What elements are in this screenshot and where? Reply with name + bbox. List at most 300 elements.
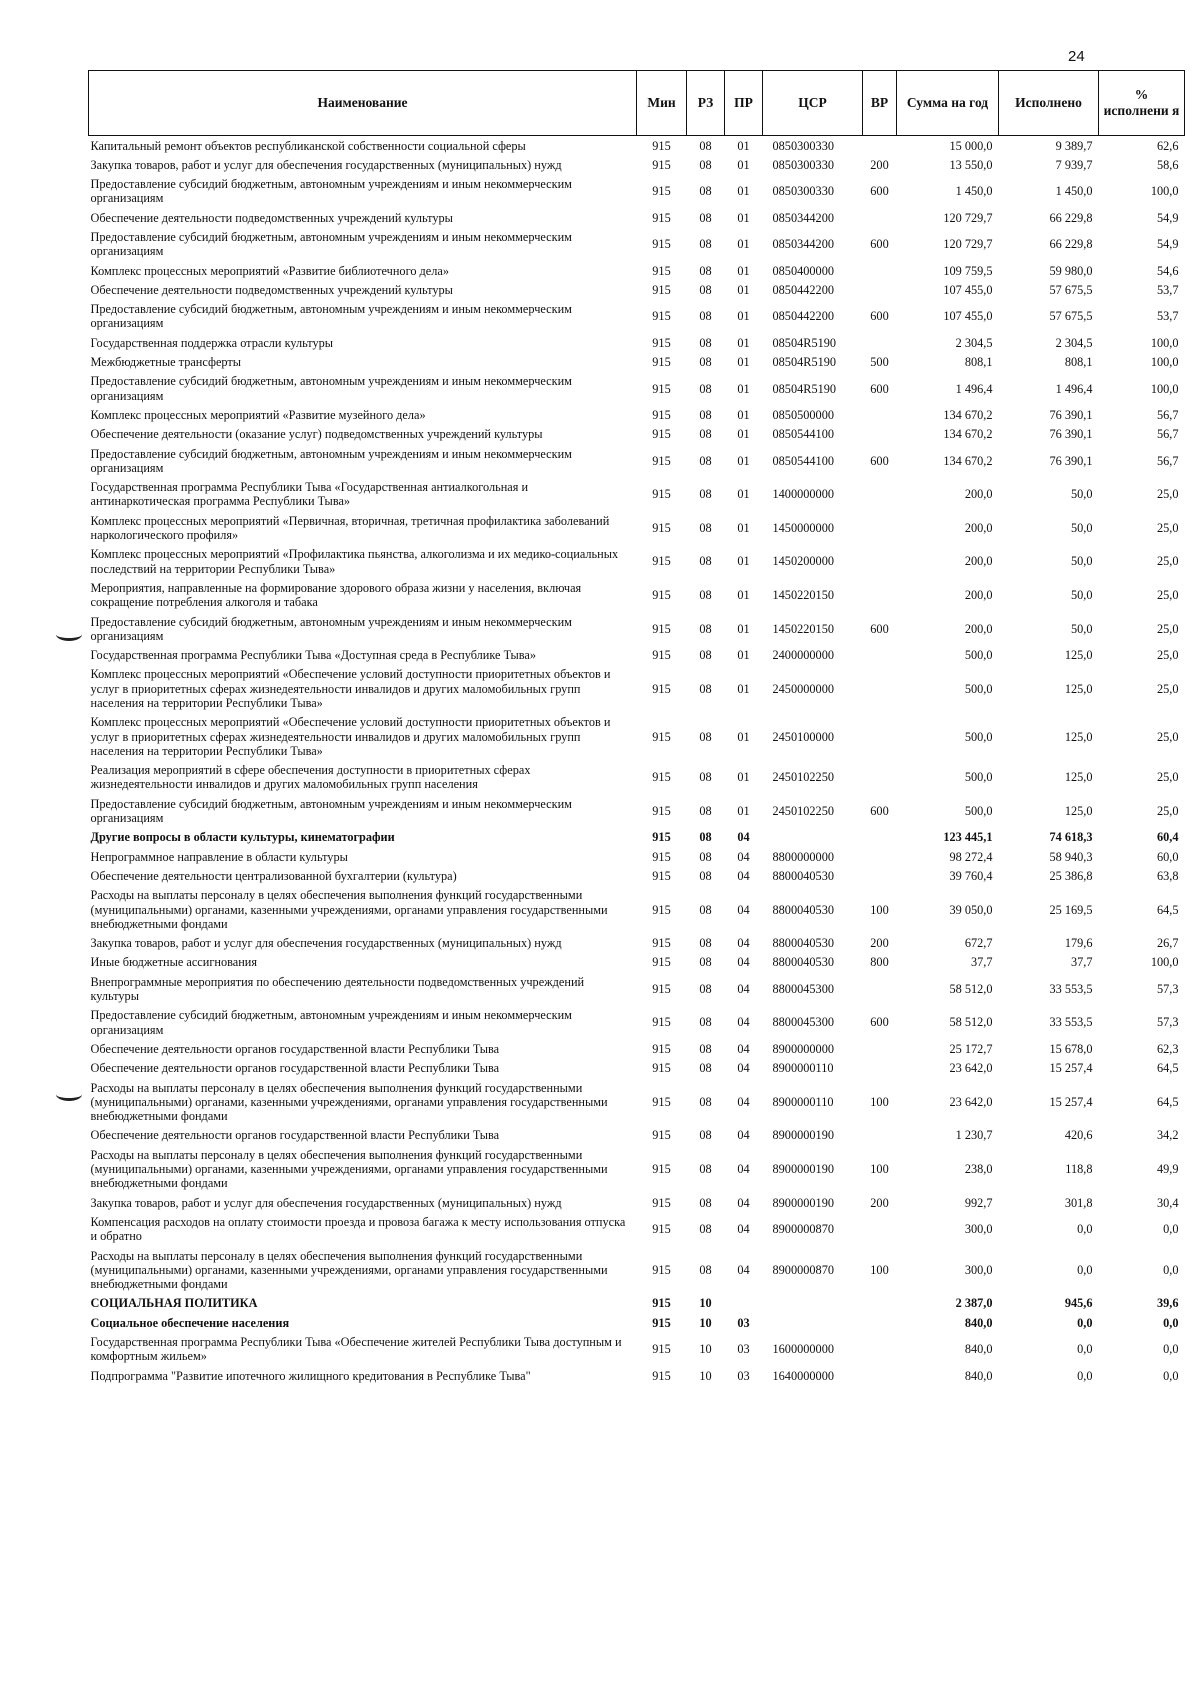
cell-name: Обеспечение деятельности подведомственных учреждений культуры [90, 210, 453, 225]
table-row [89, 646, 1185, 665]
cell-rz: 10 [699, 1296, 712, 1311]
cell-name: Комплекс процессных мероприятий «Обеспечение условий доступности приоритетных объектов и услуг в приоритетных сферах жизнедеятельности инвалидов и других маломобильных групп населения на территории Республики Тыва» [90, 715, 611, 758]
cell-vr [863, 828, 897, 847]
cell-done: 0,0 [1077, 1342, 1093, 1357]
cell-done: 9 389,7 [1055, 138, 1093, 153]
cell-vr [863, 333, 897, 352]
cell-vr [863, 1126, 897, 1145]
cell-pr [725, 1294, 763, 1313]
cell-csr: 0850500000 [772, 407, 834, 422]
cell-pr: 04 [737, 902, 750, 917]
cell-csr: 1450200000 [772, 554, 834, 569]
table-row [89, 300, 1185, 334]
cell-rz: 10 [699, 1315, 712, 1330]
cell-pr: 01 [737, 621, 750, 636]
cell-name: Обеспечение деятельности органов государственной власти Республики Тыва [90, 1061, 500, 1076]
cell-pct: 25,0 [1156, 588, 1179, 603]
cell-min: 915 [652, 184, 671, 199]
header-csr: ЦСР [763, 71, 863, 136]
cell-min: 915 [652, 1315, 671, 1330]
cell-csr: 08504R5190 [772, 381, 837, 396]
cell-sum: 39 050,0 [949, 902, 993, 917]
header-row [89, 71, 1185, 136]
cell-name: Внепрограммные мероприятия по обеспечению деятельности подведомственных учреждений культуры [90, 974, 585, 1004]
cell-pct: 60,4 [1156, 830, 1179, 845]
cell-name: Комплекс процессных мероприятий «Обеспечение условий доступности приоритетных объектов и услуг в приоритетных сферах жизнедеятельности инвалидов и других маломобильных групп населения на территории Республики Тыва» [90, 667, 611, 710]
cell-csr: 1600000000 [772, 1342, 834, 1357]
cell-done: 125,0 [1064, 770, 1093, 785]
cell-vr [863, 713, 897, 761]
table-row [89, 405, 1185, 424]
cell-csr: 0850544100 [772, 453, 834, 468]
table-row [89, 372, 1185, 406]
cell-min: 915 [652, 309, 671, 324]
cell-pr: 04 [737, 1162, 750, 1177]
cell-done: 0,0 [1077, 1368, 1093, 1383]
cell-csr: 8900000870 [772, 1222, 834, 1237]
cell-pr: 04 [737, 1094, 750, 1109]
cell-min: 915 [652, 955, 671, 970]
cell-vr [863, 1212, 897, 1246]
page-number: 24 [1068, 48, 1085, 65]
cell-sum: 13 550,0 [949, 157, 993, 172]
cell-rz: 10 [699, 1368, 712, 1383]
cell-done: 50,0 [1070, 487, 1093, 502]
cell-name: Обеспечение деятельности централизованной бухгалтерии (культура) [90, 868, 457, 883]
cell-done: 57 675,5 [1049, 309, 1093, 324]
cell-pct: 25,0 [1156, 621, 1179, 636]
cell-pct: 30,4 [1156, 1195, 1179, 1210]
cell-rz: 08 [699, 621, 712, 636]
cell-sum: 200,0 [964, 588, 993, 603]
cell-min: 915 [652, 487, 671, 502]
cell-name: Предоставление субсидий бюджетным, автономным учреждениям и иным некоммерческим организациям [90, 177, 572, 206]
cell-rz: 08 [699, 648, 712, 663]
cell-pr: 01 [737, 487, 750, 502]
cell-rz: 08 [699, 407, 712, 422]
cell-sum: 300,0 [964, 1222, 993, 1237]
table-row [89, 578, 1185, 612]
cell-sum: 123 445,1 [943, 830, 993, 845]
cell-vr [863, 646, 897, 665]
cell-vr [863, 261, 897, 280]
cell-sum: 107 455,0 [943, 309, 993, 324]
cell-min: 915 [652, 1368, 671, 1383]
cell-pct: 39,6 [1156, 1296, 1179, 1311]
cell-sum: 840,0 [964, 1315, 993, 1330]
cell-name: Государственная программа Республики Тыва «Обеспечение жителей Республики Тыва доступным и комфортным жильем» [90, 1334, 622, 1364]
cell-min: 915 [652, 648, 671, 663]
cell-csr: 2450000000 [772, 681, 834, 696]
cell-sum: 134 670,2 [943, 453, 993, 468]
cell-name: Комплекс процессных мероприятий «Развитие музейного дела» [90, 407, 426, 422]
cell-vr [863, 208, 897, 227]
cell-name: Другие вопросы в области культуры, кинематографии [90, 830, 395, 845]
cell-pct: 100,0 [1150, 184, 1179, 199]
cell-rz: 08 [699, 554, 712, 569]
cell-pr: 04 [737, 1262, 750, 1277]
cell-csr: 0850442200 [772, 309, 834, 324]
cell-done: 76 390,1 [1049, 427, 1093, 442]
cell-pr: 04 [737, 955, 750, 970]
cell-csr: 2400000000 [772, 648, 834, 663]
cell-rz: 08 [699, 729, 712, 744]
cell-name: Расходы на выплаты персоналу в целях обеспечения выполнения функций государственными (муниципальными) органами, казенными учреждениями, органами управления государственными внебюджетными фондами [90, 1147, 608, 1191]
table-row [89, 1059, 1185, 1078]
cell-pr: 03 [737, 1315, 750, 1330]
cell-sum: 500,0 [964, 681, 993, 696]
cell-done: 76 390,1 [1049, 453, 1093, 468]
cell-name: Иные бюджетные ассигнования [90, 955, 258, 970]
cell-vr: 500 [870, 355, 889, 370]
cell-vr [863, 545, 897, 579]
table-row [89, 136, 1185, 156]
cell-sum: 58 512,0 [949, 981, 993, 996]
cell-done: 50,0 [1070, 554, 1093, 569]
cell-pr: 01 [737, 770, 750, 785]
table-row [89, 953, 1185, 972]
cell-rz: 08 [699, 1128, 712, 1143]
cell-pct: 56,7 [1156, 427, 1179, 442]
cell-sum: 23 642,0 [949, 1094, 993, 1109]
cell-pct: 64,5 [1156, 1061, 1179, 1076]
cell-done: 50,0 [1070, 520, 1093, 535]
cell-pct: 64,5 [1156, 902, 1179, 917]
table-row [89, 333, 1185, 352]
header-done: Исполнено [999, 71, 1099, 136]
cell-min: 915 [652, 237, 671, 252]
table-row [89, 1294, 1185, 1313]
table-row [89, 1313, 1185, 1332]
cell-min: 915 [652, 554, 671, 569]
cell-pr: 01 [737, 263, 750, 278]
cell-min: 915 [652, 1296, 671, 1311]
cell-csr [763, 1313, 863, 1332]
cell-pct: 100,0 [1150, 955, 1179, 970]
cell-vr: 600 [870, 237, 889, 252]
cell-pct: 64,5 [1156, 1094, 1179, 1109]
cell-sum: 500,0 [964, 729, 993, 744]
cell-name: Предоставление субсидий бюджетным, автономным учреждениям и иным некоммерческим организациям [90, 614, 572, 643]
cell-pr: 01 [737, 427, 750, 442]
table-row [89, 847, 1185, 866]
cell-sum: 840,0 [964, 1342, 993, 1357]
cell-name: Предоставление субсидий бюджетным, автономным учреждениям и иным некоммерческим организациям [90, 446, 572, 475]
cell-done: 66 229,8 [1049, 210, 1093, 225]
cell-vr [863, 847, 897, 866]
table-row [89, 444, 1185, 478]
cell-vr [863, 866, 897, 885]
cell-sum: 2 304,5 [955, 335, 993, 350]
cell-pct: 0,0 [1163, 1315, 1179, 1330]
cell-rz: 08 [699, 1222, 712, 1237]
cell-vr: 100 [870, 1262, 889, 1277]
cell-csr: 2450100000 [772, 729, 834, 744]
cell-csr: 2450102250 [772, 803, 834, 818]
cell-pct: 25,0 [1156, 554, 1179, 569]
cell-pct: 54,9 [1156, 210, 1179, 225]
cell-pct: 58,6 [1156, 157, 1179, 172]
cell-done: 74 618,3 [1049, 830, 1093, 845]
cell-csr: 0850344200 [772, 210, 834, 225]
header-name: Наименование [89, 71, 637, 136]
table-row [89, 1193, 1185, 1212]
cell-vr [863, 280, 897, 299]
cell-vr: 200 [870, 1195, 889, 1210]
cell-rz: 08 [699, 955, 712, 970]
cell-vr [863, 478, 897, 512]
cell-done: 57 675,5 [1049, 282, 1093, 297]
cell-rz: 08 [699, 381, 712, 396]
cell-csr: 0850300330 [772, 157, 834, 172]
cell-rz: 08 [699, 138, 712, 153]
cell-sum: 134 670,2 [943, 427, 993, 442]
cell-csr: 2450102250 [772, 770, 834, 785]
cell-rz: 10 [699, 1342, 712, 1357]
cell-pct: 25,0 [1156, 487, 1179, 502]
cell-vr: 200 [870, 936, 889, 951]
cell-rz: 08 [699, 1162, 712, 1177]
cell-name: Государственная программа Республики Тыва «Государственная антиалкогольная и антинаркотическая программа Республики Тыва» [90, 480, 529, 509]
cell-pct: 100,0 [1150, 355, 1179, 370]
cell-csr: 1400000000 [772, 487, 834, 502]
table-row [89, 612, 1185, 646]
cell-rz: 08 [699, 849, 712, 864]
cell-csr: 8900000190 [772, 1162, 834, 1177]
cell-done: 1 496,4 [1055, 381, 1093, 396]
cell-csr: 0850300330 [772, 184, 834, 199]
cell-done: 118,8 [1065, 1162, 1093, 1177]
cell-vr [863, 405, 897, 424]
cell-pct: 34,2 [1156, 1128, 1179, 1143]
table-row [89, 478, 1185, 512]
cell-sum: 1 496,4 [955, 381, 993, 396]
cell-sum: 672,7 [964, 936, 993, 951]
cell-rz: 08 [699, 1262, 712, 1277]
table-row [89, 761, 1185, 795]
table-row [89, 934, 1185, 953]
cell-sum: 37,7 [970, 955, 993, 970]
cell-pct: 56,7 [1156, 407, 1179, 422]
cell-name: Государственная программа Республики Тыва «Доступная среда в Республике Тыва» [90, 648, 537, 663]
cell-pr: 01 [737, 453, 750, 468]
cell-csr: 1640000000 [772, 1368, 834, 1383]
table-row [89, 972, 1185, 1006]
cell-done: 15 257,4 [1049, 1094, 1093, 1109]
cell-vr: 600 [870, 803, 889, 818]
cell-min: 915 [652, 1094, 671, 1109]
cell-sum: 840,0 [964, 1368, 993, 1383]
cell-done: 179,6 [1064, 936, 1093, 951]
cell-rz: 08 [699, 355, 712, 370]
cell-min: 915 [652, 621, 671, 636]
cell-pr: 01 [737, 157, 750, 172]
cell-pr: 01 [737, 588, 750, 603]
cell-min: 915 [652, 1195, 671, 1210]
cell-name: Подпрограмма "Развитие ипотечного жилищного кредитования в Республике Тыва" [90, 1368, 531, 1383]
cell-rz: 08 [699, 487, 712, 502]
cell-name: Обеспечение деятельности органов государственной власти Республики Тыва [90, 1128, 500, 1143]
cell-rz: 08 [699, 936, 712, 951]
cell-name: СОЦИАЛЬНАЯ ПОЛИТИКА [90, 1296, 258, 1311]
cell-rz: 08 [699, 803, 712, 818]
cell-min: 915 [652, 868, 671, 883]
cell-pr: 04 [737, 1195, 750, 1210]
cell-min: 915 [652, 1342, 671, 1357]
cell-min: 915 [652, 681, 671, 696]
cell-pr: 04 [737, 868, 750, 883]
cell-csr: 0850400000 [772, 263, 834, 278]
cell-rz: 08 [699, 1015, 712, 1030]
cell-name: Предоставление субсидий бюджетным, автономным учреждениям и иным некоммерческим организациям [90, 229, 572, 259]
cell-sum: 15 000,0 [949, 138, 993, 153]
table-row [89, 155, 1185, 174]
cell-rz: 08 [699, 681, 712, 696]
cell-pr: 01 [737, 803, 750, 818]
cell-done: 7 939,7 [1055, 157, 1093, 172]
table-row [89, 227, 1185, 261]
cell-name: Расходы на выплаты персоналу в целях обеспечения выполнения функций государственными (муниципальными) органами, казенными учреждениями, органами управления государственными внебюджетными фондами [90, 1248, 608, 1292]
cell-min: 915 [652, 1128, 671, 1143]
cell-pr: 04 [737, 830, 750, 845]
table-row [89, 1145, 1185, 1193]
cell-name: Обеспечение деятельности подведомственных учреждений культуры [90, 282, 453, 297]
cell-done: 0,0 [1077, 1222, 1093, 1237]
table-row [89, 353, 1185, 372]
cell-pr: 01 [737, 309, 750, 324]
cell-rz: 08 [699, 1061, 712, 1076]
budget-table-container [88, 70, 1184, 1385]
cell-pr: 01 [737, 335, 750, 350]
cell-name: Обеспечение деятельности (оказание услуг) подведомственных учреждений культуры [90, 427, 543, 442]
cell-min: 915 [652, 210, 671, 225]
cell-pr: 04 [737, 1061, 750, 1076]
cell-done: 945,6 [1064, 1296, 1093, 1311]
cell-pr: 01 [737, 729, 750, 744]
cell-sum: 200,0 [964, 621, 993, 636]
cell-pct: 25,0 [1156, 520, 1179, 535]
cell-pct: 100,0 [1150, 335, 1179, 350]
cell-vr [863, 1313, 897, 1332]
cell-done: 0,0 [1077, 1315, 1093, 1330]
cell-done: 1 450,0 [1055, 184, 1093, 199]
cell-pr: 04 [737, 1015, 750, 1030]
cell-min: 915 [652, 282, 671, 297]
cell-pr: 01 [737, 138, 750, 153]
header-pr: ПР [725, 71, 763, 136]
cell-csr: 08504R5190 [772, 335, 837, 350]
cell-pr: 04 [737, 936, 750, 951]
table-row [89, 1246, 1185, 1294]
cell-vr [863, 972, 897, 1006]
cell-done: 66 229,8 [1049, 237, 1093, 252]
cell-rz: 08 [699, 427, 712, 442]
table-row [89, 886, 1185, 934]
cell-csr: 0850442200 [772, 282, 834, 297]
cell-vr: 600 [870, 621, 889, 636]
cell-sum: 120 729,7 [943, 237, 993, 252]
cell-min: 915 [652, 830, 671, 845]
cell-name: Закупка товаров, работ и услуг для обеспечения государственных (муниципальных) нужд [90, 936, 562, 951]
cell-rz: 08 [699, 830, 712, 845]
cell-csr: 8800045300 [772, 1015, 834, 1030]
table-row [89, 175, 1185, 209]
cell-sum: 200,0 [964, 487, 993, 502]
cell-name: Предоставление субсидий бюджетным, автономным учреждениям и иным некоммерческим организациям [90, 1008, 572, 1037]
cell-done: 125,0 [1064, 648, 1093, 663]
cell-vr [863, 1366, 897, 1385]
cell-pr: 03 [737, 1342, 750, 1357]
cell-rz: 08 [699, 1094, 712, 1109]
cell-rz: 08 [699, 282, 712, 297]
cell-pct: 0,0 [1163, 1342, 1179, 1357]
cell-rz: 08 [699, 184, 712, 199]
cell-done: 301,8 [1064, 1195, 1093, 1210]
cell-min: 915 [652, 407, 671, 422]
cell-done: 125,0 [1064, 803, 1093, 818]
cell-done: 25 169,5 [1049, 902, 1093, 917]
cell-vr: 600 [870, 1015, 889, 1030]
cell-done: 50,0 [1070, 621, 1093, 636]
cell-sum: 23 642,0 [949, 1061, 993, 1076]
cell-csr: 8900000870 [772, 1262, 834, 1277]
table-header [89, 71, 1185, 136]
cell-pct: 0,0 [1163, 1222, 1179, 1237]
cell-name: Закупка товаров, работ и услуг для обеспечения государственных (муниципальных) нужд [90, 1195, 562, 1210]
cell-vr: 600 [870, 381, 889, 396]
cell-min: 915 [652, 902, 671, 917]
cell-rz: 08 [699, 1041, 712, 1056]
cell-pr: 04 [737, 1041, 750, 1056]
table-row [89, 828, 1185, 847]
cell-pct: 0,0 [1163, 1262, 1179, 1277]
cell-csr: 8800040530 [772, 902, 834, 917]
cell-name: Мероприятия, направленные на формирование здорового образа жизни у населения, включая сокращение потребления алкоголя и табака [90, 580, 582, 610]
cell-done: 58 940,3 [1049, 849, 1093, 864]
cell-name: Расходы на выплаты персоналу в целях обеспечения выполнения функций государственными (муниципальными) органами, казенными учреждениями, органами управления государственными внебюджетными фондами [90, 888, 608, 931]
cell-name: Предоставление субсидий бюджетным, автономным учреждениям и иным некоммерческим организациям [90, 796, 572, 826]
cell-name: Предоставление субсидий бюджетным, автономным учреждениям и иным некоммерческим организациям [90, 302, 572, 331]
cell-pr: 01 [737, 184, 750, 199]
cell-pr: 04 [737, 1128, 750, 1143]
cell-done: 50,0 [1070, 588, 1093, 603]
cell-done: 37,7 [1070, 955, 1093, 970]
cell-pct: 62,6 [1156, 138, 1179, 153]
cell-done: 76 390,1 [1049, 407, 1093, 422]
cell-sum: 500,0 [964, 770, 993, 785]
table-row [89, 1212, 1185, 1246]
cell-name: Государственная поддержка отрасли культуры [90, 335, 334, 350]
cell-vr: 600 [870, 453, 889, 468]
cell-min: 915 [652, 1061, 671, 1076]
cell-rz: 08 [699, 902, 712, 917]
cell-pct: 56,7 [1156, 453, 1179, 468]
header-vr: ВР [863, 71, 897, 136]
cell-name: Компенсация расходов на оплату стоимости проезда и провоза багажа к месту использования отпуска и обратно [90, 1214, 626, 1244]
cell-pr: 01 [737, 381, 750, 396]
table-row [89, 665, 1185, 713]
header-rz: РЗ [687, 71, 725, 136]
cell-done: 125,0 [1064, 729, 1093, 744]
cell-rz: 08 [699, 770, 712, 785]
cell-done: 59 980,0 [1049, 263, 1093, 278]
cell-vr [863, 136, 897, 156]
cell-min: 915 [652, 263, 671, 278]
cell-pct: 53,7 [1156, 309, 1179, 324]
cell-sum: 2 387,0 [955, 1296, 993, 1311]
cell-csr: 1450220150 [772, 621, 834, 636]
table-row [89, 866, 1185, 885]
